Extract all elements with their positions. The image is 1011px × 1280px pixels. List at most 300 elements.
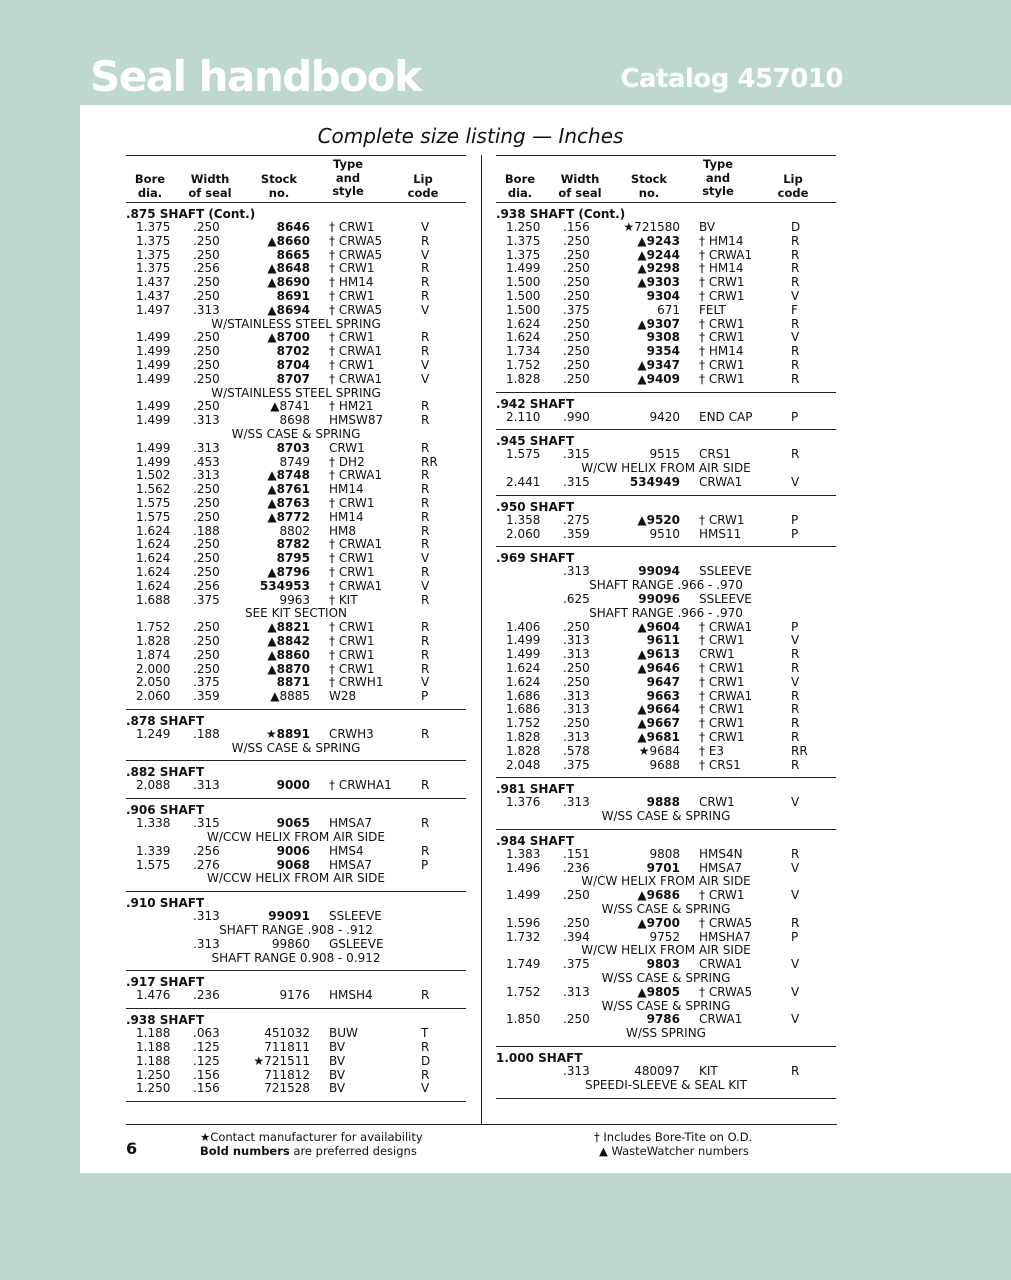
- lip-code: V: [421, 1081, 430, 1096]
- lip-code: R: [421, 261, 430, 276]
- type-style: CRWA1: [699, 957, 743, 972]
- seal-width: .250: [563, 344, 590, 359]
- stock-number: 9006: [276, 843, 310, 858]
- stock-number: ▲9667: [637, 716, 680, 731]
- section-title: .950 SHAFT: [496, 499, 575, 514]
- seal-width: .250: [563, 233, 590, 248]
- row-note: SHAFT RANGE .966 - .970: [589, 578, 743, 593]
- table-row: [496, 931, 836, 945]
- seal-width: .236: [563, 860, 590, 875]
- table-row: [126, 859, 466, 873]
- table-row: [126, 635, 466, 649]
- bore-dia: 1.375: [506, 233, 541, 248]
- section-title: .942 SHAFT: [496, 396, 575, 411]
- table-row: [496, 662, 836, 676]
- row-note: SPEEDI-SLEEVE & SEAL KIT: [584, 1077, 748, 1092]
- stock-number: ▲9520: [637, 512, 680, 527]
- table-row: [496, 958, 836, 972]
- type-style: HMSA7: [329, 857, 373, 872]
- stock-number: ▲9646: [637, 660, 680, 675]
- bore-dia: 1.502: [136, 468, 171, 483]
- seal-width: .250: [563, 288, 590, 303]
- lip-code: V: [791, 674, 800, 689]
- table-row: [126, 552, 466, 566]
- table-row: [496, 262, 836, 276]
- bore-dia: 1.496: [506, 860, 541, 875]
- row-note: W/SS CASE & SPRING: [601, 809, 731, 824]
- type-style: † HM21: [329, 399, 374, 414]
- header-width: Width of seal: [188, 172, 232, 200]
- lip-code: R: [791, 261, 800, 276]
- bore-dia: 1.596: [506, 915, 541, 930]
- bore-dia: 1.499: [506, 633, 541, 648]
- shaft-section: [126, 1009, 466, 1102]
- table-row: [126, 276, 466, 290]
- shaft-section: [126, 203, 466, 710]
- stock-number: ▲9303: [637, 275, 680, 290]
- stock-number: ▲8772: [267, 509, 310, 524]
- seal-width: .250: [563, 275, 590, 290]
- table-row: [126, 1027, 466, 1041]
- bore-dia: 1.688: [136, 592, 171, 607]
- stock-number: 711812: [264, 1067, 310, 1082]
- table-row: [126, 345, 466, 359]
- type-style: † CRW1: [329, 620, 375, 635]
- bore-dia: 1.476: [136, 988, 171, 1003]
- lip-code: R: [421, 468, 430, 483]
- table-row: [126, 817, 466, 831]
- seal-width: .250: [193, 344, 220, 359]
- stock-number: ▲9347: [637, 357, 680, 372]
- stock-number: 9420: [649, 409, 680, 424]
- table-row: [126, 728, 466, 742]
- table-row: [496, 634, 836, 648]
- type-style: † CRW1: [329, 633, 375, 648]
- row-note: W/SS CASE & SPRING: [601, 971, 731, 986]
- seal-width: .250: [193, 647, 220, 662]
- lip-code: V: [791, 795, 800, 810]
- page-number: 6: [126, 1139, 138, 1158]
- stock-number: ★9684: [638, 743, 680, 758]
- stock-number: ▲8860: [267, 647, 310, 662]
- seal-width: .250: [193, 233, 220, 248]
- stock-number: 8704: [276, 357, 310, 372]
- stock-number: ▲8648: [267, 261, 310, 276]
- shaft-section: [496, 547, 836, 778]
- seal-width: .313: [193, 778, 220, 793]
- bore-dia: 1.828: [506, 729, 541, 744]
- stock-number: ▲8870: [267, 661, 310, 676]
- stock-number: 9963: [279, 592, 310, 607]
- seal-width: .625: [563, 591, 590, 606]
- type-style: BV: [329, 1040, 346, 1055]
- header-stock: Stock no.: [260, 172, 298, 200]
- table-row: [496, 528, 836, 542]
- row-note: W/STAINLESS STEEL SPRING: [211, 385, 381, 400]
- seal-width: .250: [563, 716, 590, 731]
- bore-dia: 1.499: [136, 330, 171, 345]
- bore-dia: 1.624: [136, 537, 171, 552]
- seal-width: .250: [193, 220, 220, 234]
- bore-dia: 1.375: [136, 220, 171, 234]
- bore-dia: 1.499: [136, 413, 171, 428]
- row-note: W/SS CASE & SPRING: [601, 998, 731, 1013]
- row-note: SHAFT RANGE .966 - .970: [589, 605, 743, 620]
- lip-code: R: [421, 1040, 430, 1055]
- stock-number: ▲8842: [267, 633, 310, 648]
- seal-width: .313: [563, 984, 590, 999]
- seal-width: .315: [563, 474, 590, 489]
- lip-code: R: [791, 233, 800, 248]
- table-row: [126, 304, 466, 318]
- table-row: [126, 663, 466, 677]
- bore-dia: 1.376: [506, 795, 541, 810]
- table-row: [126, 676, 466, 690]
- page-subtitle: Complete size listing — Inches: [317, 124, 624, 148]
- bore-dia: 1.358: [506, 512, 541, 527]
- bore-dia: 1.500: [506, 302, 541, 317]
- stock-number: ▲9805: [637, 984, 680, 999]
- section-title: 1.000 SHAFT: [496, 1051, 583, 1066]
- bore-dia: 1.406: [506, 619, 541, 634]
- type-style: † DH2: [329, 454, 365, 469]
- stock-number: 9752: [649, 929, 680, 944]
- bold-note: [200, 1144, 423, 1158]
- row-note: W/SS SPRING: [626, 1026, 706, 1041]
- bore-dia: 1.562: [136, 482, 171, 497]
- section-title: .878 SHAFT: [126, 713, 205, 728]
- lip-code: V: [791, 288, 800, 303]
- shaft-section: [496, 496, 836, 548]
- seal-width: .313: [563, 702, 590, 717]
- table-row: [496, 476, 836, 490]
- lip-code: R: [421, 288, 430, 303]
- stock-number: ▲8748: [267, 468, 310, 483]
- shaft-section: [126, 761, 466, 799]
- lip-code: V: [791, 1012, 800, 1027]
- seal-width: .250: [563, 330, 590, 345]
- table-row: [126, 938, 466, 952]
- bold-note-rest: are preferred designs: [289, 1144, 417, 1158]
- bore-dia: 1.850: [506, 1012, 541, 1027]
- stock-number: ▲8690: [267, 275, 310, 290]
- type-style: HMSA7: [699, 860, 743, 875]
- type-style: † CRW1: [329, 647, 375, 662]
- stock-number: 8691: [276, 288, 310, 303]
- type-style: HMSA7: [329, 816, 373, 831]
- type-style: HM8: [329, 523, 357, 538]
- stock-number: ▲9307: [637, 316, 680, 331]
- table-header: [126, 156, 466, 203]
- table-row: [496, 1065, 836, 1079]
- bore-dia: 1.375: [136, 261, 171, 276]
- row-note: W/SS CASE & SPRING: [231, 426, 361, 441]
- stock-number: 8707: [276, 371, 310, 386]
- seal-width: .315: [193, 816, 220, 831]
- type-style: † CRW1: [699, 633, 745, 648]
- table-row: [126, 538, 466, 552]
- table-row: [496, 318, 836, 332]
- bore-dia: 1.624: [506, 660, 541, 675]
- lip-code: T: [421, 1026, 429, 1041]
- lip-code: R: [421, 440, 430, 455]
- stock-number: ▲9243: [637, 233, 680, 248]
- seal-width: .250: [193, 330, 220, 345]
- lip-code: R: [791, 371, 800, 386]
- type-style: † HM14: [329, 275, 374, 290]
- lip-code: V: [421, 302, 430, 317]
- lip-code: R: [421, 413, 430, 428]
- triangle-note: ▲ WasteWatcher numbers: [599, 1144, 749, 1158]
- seal-width: .275: [563, 512, 590, 527]
- bore-dia: 2.000: [136, 661, 171, 676]
- type-style: BV: [329, 1053, 346, 1068]
- type-style: HMSW87: [329, 413, 384, 428]
- type-style: † CRS1: [699, 757, 741, 772]
- stock-number: 8703: [276, 440, 310, 455]
- footer-left-notes: [200, 1130, 423, 1158]
- lip-code: R: [421, 1067, 430, 1082]
- table-row: [496, 221, 836, 235]
- header-type: Type and style: [702, 157, 734, 198]
- table-row: [496, 345, 836, 359]
- type-style: CRWA1: [699, 474, 743, 489]
- shaft-section: [126, 799, 466, 892]
- type-style: † CRW1: [329, 551, 375, 566]
- stock-number: 721528: [264, 1081, 310, 1096]
- table-header: [496, 156, 836, 203]
- lip-code: D: [421, 1053, 431, 1068]
- type-style: HMSH4: [329, 988, 373, 1003]
- bore-dia: 1.250: [506, 220, 541, 234]
- seal-width: .125: [193, 1040, 220, 1055]
- lip-code: V: [791, 633, 800, 648]
- table-row: [126, 1082, 466, 1096]
- table-row: [126, 594, 466, 608]
- type-style: CRWA1: [699, 1012, 743, 1027]
- lip-code: R: [421, 495, 430, 510]
- table-row: [496, 986, 836, 1000]
- stock-number: 9304: [646, 288, 680, 303]
- seal-width: .394: [563, 929, 590, 944]
- type-style: † CRWA1: [699, 247, 753, 262]
- lip-code: V: [421, 220, 430, 234]
- type-style: † CRW1: [699, 660, 745, 675]
- table-row: [126, 690, 466, 704]
- lip-code: V: [421, 578, 430, 593]
- table-row: [126, 483, 466, 497]
- stock-number: ▲9664: [637, 702, 680, 717]
- lip-code: V: [421, 357, 430, 372]
- row-note: SHAFT RANGE .908 - .912: [219, 923, 373, 938]
- stock-number: ▲9700: [637, 915, 680, 930]
- lip-code: R: [421, 330, 430, 345]
- type-style: † CRWA1: [329, 344, 383, 359]
- type-style: † CRWA1: [329, 371, 383, 386]
- lip-code: R: [421, 620, 430, 635]
- type-style: SSLEEVE: [329, 909, 382, 924]
- table-row: [126, 1069, 466, 1083]
- stock-number: 9663: [646, 688, 680, 703]
- row-note: SHAFT RANGE 0.908 - 0.912: [211, 950, 381, 965]
- seal-width: .313: [193, 936, 220, 951]
- lip-code: P: [421, 689, 429, 704]
- lip-code: RR: [791, 743, 808, 758]
- lip-code: R: [791, 316, 800, 331]
- type-style: † CRWA1: [699, 619, 753, 634]
- table-row: [496, 1013, 836, 1027]
- stock-number: ▲9409: [637, 371, 680, 386]
- type-style: BV: [329, 1081, 346, 1096]
- type-style: † KIT: [329, 592, 358, 607]
- seal-width: .375: [563, 957, 590, 972]
- seal-width: .313: [563, 633, 590, 648]
- seal-width: .250: [193, 551, 220, 566]
- type-style: † CRW1: [329, 261, 375, 276]
- type-style: KIT: [699, 1064, 718, 1079]
- seal-width: .156: [193, 1081, 220, 1096]
- table-row: [496, 276, 836, 290]
- type-style: GSLEEVE: [329, 936, 384, 951]
- catalog-number: Catalog 457010: [620, 64, 843, 94]
- table-row: [126, 511, 466, 525]
- bold-note-bold: Bold numbers: [200, 1144, 290, 1158]
- shaft-section: [496, 430, 836, 495]
- shaft-section: [126, 892, 466, 971]
- seal-width: .250: [193, 371, 220, 386]
- bore-dia: 1.497: [136, 302, 171, 317]
- lip-code: V: [791, 888, 800, 903]
- table-row: [496, 290, 836, 304]
- bore-dia: 1.339: [136, 843, 171, 858]
- table-row: [126, 1055, 466, 1069]
- stock-number: 8782: [276, 537, 310, 552]
- seal-width: .250: [193, 537, 220, 552]
- stock-number: 9176: [279, 988, 310, 1003]
- type-style: HM14: [329, 509, 364, 524]
- bore-dia: 1.188: [136, 1026, 171, 1041]
- table-row: [496, 593, 836, 607]
- section-title: .945 SHAFT: [496, 434, 575, 449]
- header-bore: Bore dia.: [504, 172, 536, 200]
- stock-number: 9354: [646, 344, 680, 359]
- stock-number: ▲8796: [267, 564, 310, 579]
- table-row: [126, 373, 466, 387]
- lip-code: R: [421, 726, 430, 741]
- bore-dia: 1.624: [506, 316, 541, 331]
- right-column: [496, 155, 836, 1099]
- lip-code: R: [421, 816, 430, 831]
- stock-number: 711811: [264, 1040, 310, 1055]
- bore-dia: 1.828: [136, 633, 171, 648]
- stock-number: 534949: [629, 474, 680, 489]
- stock-number: ▲8660: [267, 233, 310, 248]
- table-row: [496, 514, 836, 528]
- type-style: † CRW1: [699, 330, 745, 345]
- type-style: † CRW1: [329, 330, 375, 345]
- table-row: [496, 331, 836, 345]
- bore-dia: 1.828: [506, 743, 541, 758]
- bore-dia: 1.752: [506, 357, 541, 372]
- lip-code: V: [421, 551, 430, 566]
- stock-number: ★8891: [265, 726, 310, 741]
- bore-dia: 1.575: [136, 509, 171, 524]
- lip-code: R: [791, 846, 800, 861]
- table-row: [496, 796, 836, 810]
- section-title: .875 SHAFT (Cont.): [126, 207, 256, 221]
- stock-number: ▲8885: [270, 689, 310, 704]
- type-style: † CRW1: [329, 495, 375, 510]
- seal-width: .250: [563, 888, 590, 903]
- bore-dia: 1.499: [136, 357, 171, 372]
- bore-dia: 1.499: [506, 647, 541, 662]
- seal-width: .375: [193, 592, 220, 607]
- bore-dia: 1.437: [136, 275, 171, 290]
- lip-code: R: [421, 537, 430, 552]
- seal-width: .990: [563, 409, 590, 424]
- seal-width: .250: [563, 660, 590, 675]
- shaft-section: [496, 393, 836, 431]
- lip-code: P: [791, 526, 799, 541]
- type-style: W28: [329, 689, 357, 704]
- type-style: † CRW1: [699, 357, 745, 372]
- bore-dia: 1.624: [136, 564, 171, 579]
- bore-dia: 1.575: [506, 447, 541, 462]
- bore-dia: 1.499: [506, 888, 541, 903]
- lip-code: P: [791, 409, 799, 424]
- star-note: ★Contact manufacturer for availability: [200, 1130, 423, 1144]
- seal-width: .313: [193, 440, 220, 455]
- stock-number: ★721580: [623, 220, 680, 234]
- seal-width: .250: [563, 261, 590, 276]
- type-style: † CRW1: [329, 288, 375, 303]
- seal-width: .250: [193, 275, 220, 290]
- bore-dia: 1.499: [136, 399, 171, 414]
- seal-width: .250: [563, 357, 590, 372]
- lip-code: R: [421, 482, 430, 497]
- bore-dia: 1.874: [136, 647, 171, 662]
- row-note: W/CW HELIX FROM AIR SIDE: [581, 874, 751, 889]
- table-row: [496, 448, 836, 462]
- type-style: SSLEEVE: [699, 591, 752, 606]
- row-note: W/SS CASE & SPRING: [601, 902, 731, 917]
- stock-number: 480097: [634, 1064, 680, 1079]
- type-style: † CRW1: [699, 888, 745, 903]
- type-style: † CRW1: [699, 288, 745, 303]
- table-row: [496, 889, 836, 903]
- lip-code: V: [421, 371, 430, 386]
- table-row: [126, 290, 466, 304]
- stock-number: ▲9604: [637, 619, 680, 634]
- lip-code: R: [421, 592, 430, 607]
- type-style: † CRW1: [699, 512, 745, 527]
- bore-dia: 1.732: [506, 929, 541, 944]
- row-note: W/SS CASE & SPRING: [231, 740, 361, 755]
- stock-number: ▲8694: [267, 302, 310, 317]
- seal-width: .313: [193, 302, 220, 317]
- lip-code: R: [421, 344, 430, 359]
- bore-dia: 1.250: [136, 1081, 171, 1096]
- table-row: [126, 331, 466, 345]
- seal-width: .578: [563, 743, 590, 758]
- seal-width: .256: [193, 843, 220, 858]
- bore-dia: 1.686: [506, 688, 541, 703]
- seal-width: .359: [563, 526, 590, 541]
- stock-number: 9803: [646, 957, 680, 972]
- lip-code: V: [421, 675, 430, 690]
- lip-code: R: [421, 399, 430, 414]
- bore-dia: 1.575: [136, 857, 171, 872]
